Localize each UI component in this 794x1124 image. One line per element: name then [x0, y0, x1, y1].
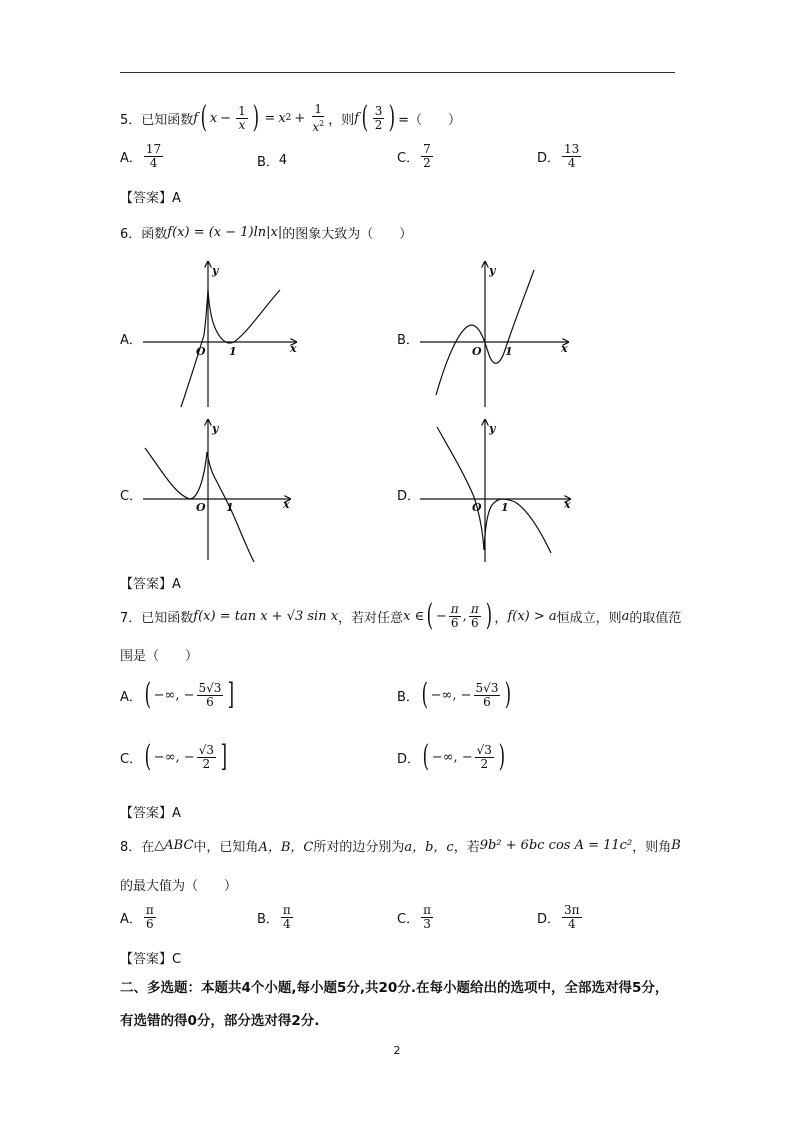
graph-a-x-label: x [290, 342, 297, 355]
graph-c-one: 1 [226, 501, 234, 514]
q7-option-b: B． ( −∞, − $\frac{5√3}{6}$ ) [397, 677, 512, 712]
q5-option-b: B． 4 [257, 153, 288, 170]
q6-option-c-label: C． [120, 489, 143, 504]
graph-a-y-label: y [212, 264, 219, 277]
q6-formula: f(x) = (x − 1)ln|x| [167, 224, 283, 240]
question-5: 5．已知函数 f ( x − $\frac{1}{x}$ ) = x 2 + $\frac{1}{x^2}$ ，则 f ( $\frac{3}{2}$ ) =（ ） [120, 100, 461, 135]
question-7-line2: 围是（ ） [120, 649, 199, 664]
graph-d-curve [437, 427, 551, 553]
q5-frac-1-over-x: $\frac{1}{x}$ [238, 103, 246, 132]
graph-b-x-label: x [561, 342, 568, 355]
q5-frac-1-over-x2: $\frac{1}{x^2}$ [312, 101, 325, 134]
graph-b-one: 1 [505, 345, 513, 358]
q5-prefix: 5．已知函数 [120, 112, 194, 128]
graph-b-y-label: y [489, 264, 496, 277]
graph-a-origin: O [196, 345, 206, 358]
graph-a-one: 1 [229, 345, 237, 358]
question-8: 8．在 △ ABC 中，已知角 A，B，C 所对的边分别为 a，b，c ，若 9b² + 6bc cos A = 11c² ，则角 B [120, 837, 681, 855]
graph-d-y-label: y [489, 422, 496, 435]
graph-c-origin: O [196, 501, 206, 514]
q8-answer: 【答案】C [120, 952, 182, 967]
q8-option-a: A． $\frac{\pi}{6}$ [120, 903, 154, 931]
q8-option-d: D． $\frac{3\pi}{4}$ [537, 903, 580, 931]
q5-frac-3-over-2: $\frac{3}{2}$ [374, 103, 383, 132]
q8-option-b: B． $\frac{\pi}{4}$ [257, 903, 291, 931]
question-7: 7．已知函数 f(x) = tan x + √3 sin x ，若对任意 x ∈ ( − $\frac{\pi}{6}$ , $\frac{\pi}{6}$ ) ， f(x) > a 恒成立，则 a 的取值范 [120, 598, 682, 633]
graph-d-one: 1 [501, 501, 509, 514]
q7-option-d: D． ( −∞, − $\frac{√3}{2}$ ) [397, 739, 505, 774]
graph-d-origin: O [472, 501, 482, 514]
q8-formula: 9b² + 6bc cos A = 11c² [479, 837, 633, 853]
q5-option-c: C． $\frac{7}{2}$ [397, 142, 431, 170]
q8-option-c: C． $\frac{\pi}{3}$ [397, 903, 431, 931]
q7-option-a: A． ( −∞, − $\frac{5√3}{6}$ ] [120, 677, 235, 712]
q6-option-d-label: D． [397, 489, 421, 504]
page-number: 2 [393, 1044, 401, 1057]
graph-d-x-label: x [564, 498, 571, 511]
graph-b-origin: O [472, 345, 482, 358]
q5-answer: 【答案】A [120, 191, 181, 206]
q6-option-a-label: A． [120, 333, 142, 348]
q6-option-b-label: B． [397, 333, 419, 348]
graph-c-x-label: x [283, 498, 290, 511]
section-2-heading: 二、多选题：本题共4个小题,每小题5分,共20分.在每小题给出的选项中，全部选对得5分，有选错的得0分，部分选对得2分. [120, 980, 669, 1029]
q7-option-c: C． ( −∞, − $\frac{√3}{2}$ ] [120, 739, 228, 774]
graph-c-y-label: y [212, 422, 219, 435]
question-8-line2: 的最大值为（ ） [120, 879, 238, 894]
q6-answer: 【答案】A [120, 577, 181, 592]
question-6: 6．函数 f(x) = (x − 1)ln|x| 的图象大致为（ ） [120, 224, 413, 242]
q7-answer: 【答案】A [120, 806, 181, 821]
q7-formula: f(x) = tan x + √3 sin x [193, 608, 339, 624]
q5-option-d: D． $\frac{13}{4}$ [537, 142, 580, 170]
q5-option-a: A． $\frac{17}{4}$ [120, 142, 162, 170]
